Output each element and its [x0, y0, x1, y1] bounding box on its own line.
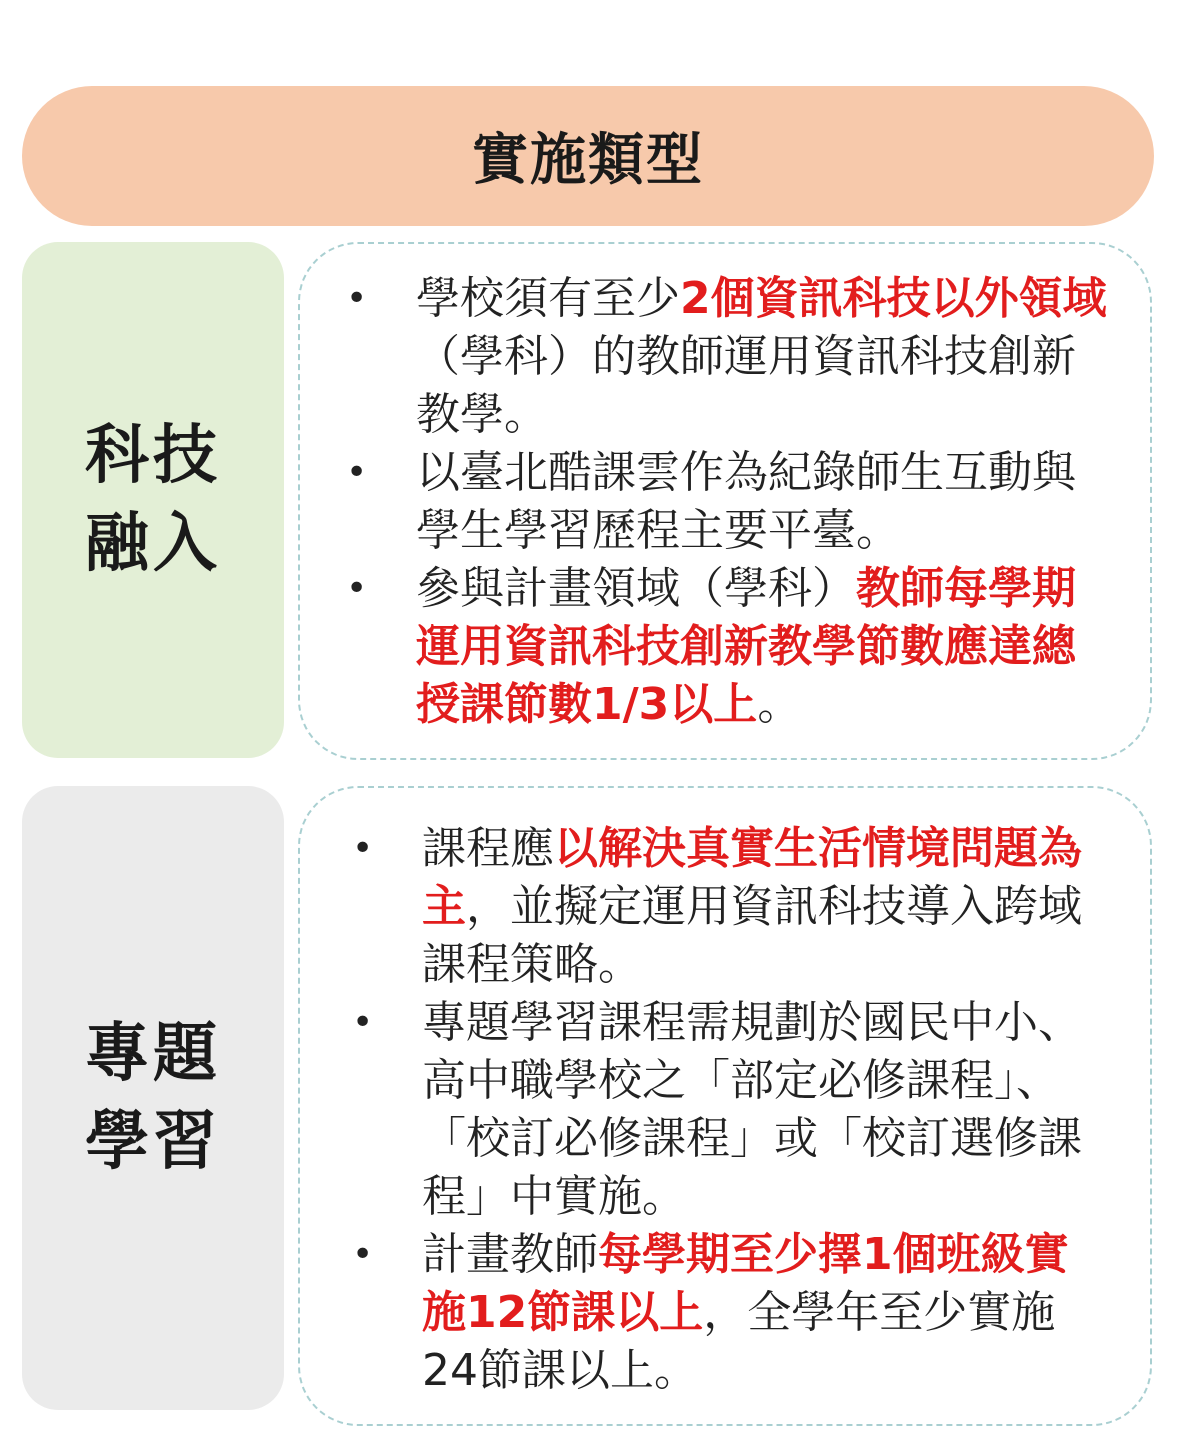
list-item	[340, 820, 1110, 994]
bullet-icon: •	[352, 1002, 374, 1043]
section-content-project-learning	[298, 786, 1152, 1426]
body-text: 計畫教師	[422, 1229, 598, 1280]
body-text: ，並擬定運用資訊科技導入跨域課程策略。	[422, 881, 1082, 990]
header-banner	[22, 86, 1154, 226]
bullet-list	[334, 270, 1110, 734]
header-title: 實施類型	[472, 128, 704, 193]
bullet-icon: •	[346, 278, 368, 319]
bullet-icon: •	[346, 452, 368, 493]
body-text: 參與計畫領域（學科）	[416, 563, 856, 614]
list-item	[340, 994, 1110, 1226]
bullet-icon: •	[352, 1234, 374, 1275]
list-item	[334, 444, 1110, 560]
bullet-icon: •	[346, 568, 368, 609]
body-text: 專題學習課程需規劃於國民中小、高中職學校之「部定必修課程」、「校訂必修課程」或「校訂選修課程」中實施。	[422, 997, 1082, 1222]
body-text: 學校須有至少	[416, 273, 680, 324]
section-label-line: 融入	[85, 507, 221, 581]
highlight-text: 2個資訊科技以外領域	[680, 273, 1107, 324]
highlight-text: 以解決真實生活情境問題為主	[422, 823, 1082, 932]
bullet-icon: •	[352, 828, 374, 869]
section-label-line: 科技	[85, 419, 221, 493]
body-text: ，全學年至少實施24節課以上。	[422, 1287, 1056, 1396]
list-item	[334, 560, 1110, 734]
section-label-project-learning	[22, 786, 284, 1410]
section-content-tech-integration	[298, 242, 1152, 760]
body-text: （學科）的教師運用資訊科技創新教學。	[416, 331, 1076, 440]
list-item	[334, 270, 1110, 444]
highlight-text: 每學期至少擇1個班級實施12節課以上	[422, 1229, 1069, 1338]
body-text: 課程應	[422, 823, 554, 874]
body-text: 以臺北酷課雲作為紀錄師生互動與學生學習歷程主要平臺。	[416, 447, 1076, 556]
section-label-tech-integration	[22, 242, 284, 758]
body-text: 。	[757, 679, 802, 730]
list-item	[340, 1226, 1110, 1400]
section-label-line: 專題	[85, 1017, 221, 1091]
section-label-line: 學習	[85, 1105, 221, 1179]
highlight-text: 教師每學期運用資訊科技創新教學節數應達總授課節數1/3以上	[416, 563, 1076, 730]
bullet-list	[340, 820, 1110, 1400]
